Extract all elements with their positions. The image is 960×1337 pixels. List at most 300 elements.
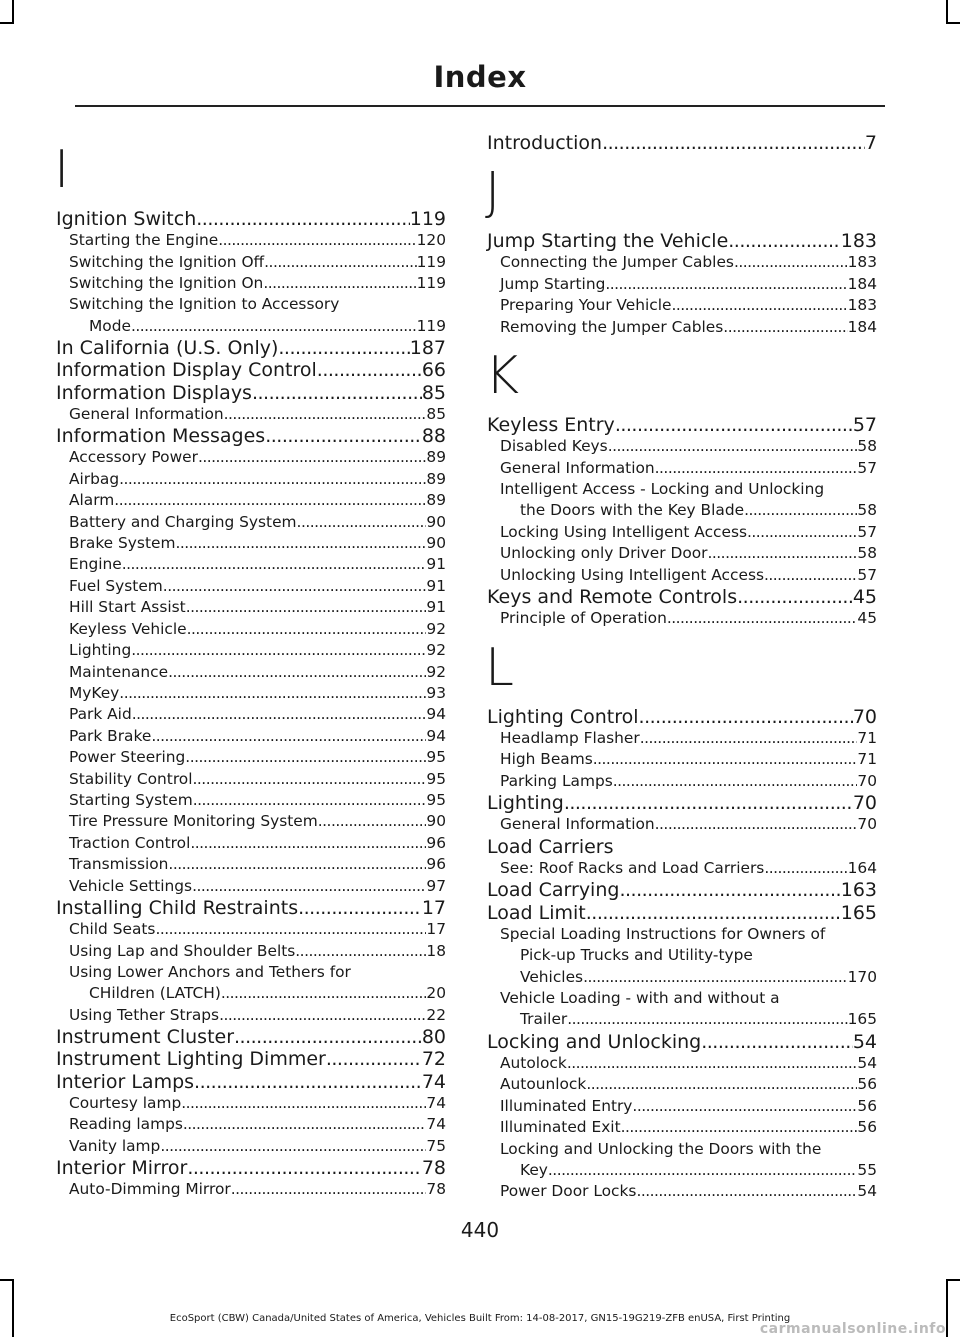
dot-leader [224, 404, 427, 425]
entry-continuation [500, 1009, 877, 1030]
entry-page: 20 [426, 984, 446, 1003]
entry-page: 95 [426, 790, 446, 809]
entry-label: Vehicle Loading - with and without a [500, 988, 780, 1007]
index-subentry [487, 728, 877, 749]
entry-label: Switching the Ignition Off [69, 252, 265, 271]
entry-label: Park Brake [69, 726, 152, 745]
dot-leader [265, 425, 422, 447]
entry-page: 58 [857, 544, 877, 563]
index-subentry [56, 833, 446, 854]
section-letter: J [485, 162, 501, 223]
entry-label: Keys and Remote Controls [487, 586, 738, 609]
dot-leader [639, 706, 853, 728]
entry-page: 54 [852, 1030, 877, 1053]
index-subentry [56, 273, 446, 294]
entry-page: 74 [426, 1093, 446, 1112]
index-entry [487, 230, 877, 252]
index-subentry [56, 962, 446, 1005]
entry-page: 71 [857, 750, 877, 769]
entry-page: 164 [847, 858, 877, 877]
entry-continuation [69, 316, 446, 337]
dot-leader [187, 1157, 421, 1179]
entry-page: 89 [426, 448, 446, 467]
entry-page: 184 [847, 274, 877, 293]
entry-label: Parking Lamps [500, 771, 613, 790]
entry-label: Load Carriers [487, 835, 614, 858]
crop-mark [946, 1279, 960, 1281]
entry-label: Load Limit [487, 901, 586, 924]
index-subentry [56, 790, 446, 811]
entry-label-continued: Key [520, 1161, 548, 1179]
index-entry [487, 414, 877, 436]
index-subentry [56, 404, 446, 425]
dot-leader [671, 295, 847, 316]
dot-leader [608, 436, 858, 457]
entry-label: Locking and Unlocking [487, 1030, 702, 1053]
entry-label: Vehicle Settings [69, 876, 193, 895]
entry-page: 17 [421, 896, 446, 919]
dot-leader [231, 1179, 427, 1200]
entry-page: 57 [857, 522, 877, 541]
entry-label: Autolock [500, 1053, 567, 1072]
index-subentry [487, 608, 877, 629]
index-subentry [56, 1093, 446, 1114]
dot-leader [198, 447, 426, 468]
dot-leader [252, 382, 422, 404]
index-subentry [56, 726, 446, 747]
entry-label: Instrument Lighting Dimmer [56, 1048, 326, 1071]
section-letter: I [54, 140, 70, 200]
crop-mark [0, 22, 14, 24]
index-subentry [56, 1114, 446, 1135]
dot-leader [655, 814, 858, 835]
index-subentry [487, 988, 877, 1031]
entry-label: Connecting the Jumper Cables [500, 253, 734, 272]
entry-label: Child Seats [69, 920, 156, 939]
entry-label: General Information [69, 404, 224, 423]
entry-page: 97 [426, 876, 446, 895]
entry-page: 95 [426, 748, 446, 767]
index-entry [56, 1026, 446, 1048]
dot-leader [185, 747, 426, 768]
dot-leader [567, 1009, 847, 1030]
entry-label: Special Loading Instructions for Owners of [500, 924, 826, 943]
crop-mark [12, 1281, 14, 1337]
entry-label: Removing the Jumper Cables [500, 317, 724, 336]
index-subentry [56, 1136, 446, 1157]
entry-continuation [500, 500, 877, 521]
entry-label: Using Lap and Shoulder Belts [69, 941, 296, 960]
dot-leader [734, 252, 848, 273]
entry-page: 18 [426, 941, 446, 960]
dot-leader [567, 1053, 858, 1074]
entry-page: 119 [409, 208, 446, 230]
entry-page: 96 [426, 855, 446, 874]
footer-text: EcoSport (CBW) Canada/United States of America, Vehicles Built From: 14-08-2017, GN15-19G219-ZFB enUSA, First Printing [169, 1313, 791, 1324]
entry-label: MyKey [69, 683, 120, 702]
dot-leader [747, 522, 857, 543]
entry-page: 88 [421, 425, 446, 448]
index-subentry [56, 252, 446, 273]
entry-label: Engine [69, 555, 122, 574]
index-subentry [56, 554, 446, 575]
dot-leader [764, 565, 857, 586]
entry-page: 93 [426, 683, 446, 702]
entry-label: Maintenance [69, 662, 169, 681]
entry-continuation [500, 1160, 877, 1181]
dot-leader [187, 619, 427, 640]
entry-page: 70 [852, 792, 877, 815]
entry-page: 78 [426, 1180, 446, 1199]
index-entry [56, 1071, 446, 1093]
entry-page: 54 [857, 1053, 877, 1072]
index-subentry [487, 771, 877, 792]
dot-leader [632, 1096, 857, 1117]
entry-label: Ignition Switch [56, 208, 197, 230]
index-subentry [487, 522, 877, 543]
dot-leader [723, 317, 847, 338]
crop-mark [946, 0, 948, 22]
index-subentry [56, 747, 446, 768]
dot-leader [636, 1181, 857, 1202]
index-subentry [487, 458, 877, 479]
entry-page: 57 [857, 458, 877, 477]
entry-page: 54 [857, 1182, 877, 1201]
entry-page: 184 [847, 317, 877, 336]
dot-leader [194, 1071, 422, 1093]
dot-leader [667, 608, 858, 629]
dot-leader [114, 490, 426, 511]
entry-page: 74 [421, 1070, 446, 1093]
index-subentry [56, 640, 446, 661]
dot-leader [119, 469, 426, 490]
entry-label: Autounlock [500, 1075, 587, 1094]
dot-leader [181, 1093, 426, 1114]
entry-page: 90 [426, 534, 446, 553]
entry-label: Using Tether Straps [69, 1005, 220, 1024]
crop-mark [946, 22, 960, 24]
dot-leader [737, 586, 853, 608]
entry-page: 90 [426, 512, 446, 531]
dot-leader [151, 726, 426, 747]
entry-page: 22 [426, 1005, 446, 1024]
index-subentry [487, 252, 877, 273]
index-subentry [487, 1117, 877, 1138]
dot-leader [619, 879, 840, 901]
entry-label: Unlocking only Driver Door [500, 544, 708, 563]
index-entry [56, 425, 446, 447]
entry-label: Unlocking Using Intelligent Access [500, 565, 764, 584]
entry-page: 92 [426, 619, 446, 638]
section-letter: K [485, 346, 520, 407]
index-subentry [487, 295, 877, 316]
entry-label: Hill Start Assist [69, 598, 186, 617]
entry-page: 163 [840, 879, 877, 902]
index-subentry [56, 512, 446, 533]
entry-page: 45 [857, 609, 877, 628]
entry-page: 183 [847, 253, 877, 272]
dot-leader [193, 769, 427, 790]
dot-leader [317, 359, 422, 381]
entry-label: Lighting [487, 792, 564, 815]
entry-page: 89 [426, 469, 446, 488]
entry-label: Switching the Ignition to Accessory [69, 295, 340, 314]
index-entry [56, 382, 446, 404]
dot-leader [298, 897, 422, 919]
index-subentry [56, 576, 446, 597]
index-subentry [56, 683, 446, 704]
index-subentry [487, 479, 877, 522]
entry-label-continued: the Doors with the Key Blade [520, 501, 745, 520]
index-subentry [56, 1005, 446, 1026]
index-subentry [487, 317, 877, 338]
dot-leader [192, 876, 426, 897]
entry-page: 91 [426, 576, 446, 595]
dot-leader [613, 771, 858, 792]
entry-label: Jump Starting the Vehicle [487, 230, 729, 253]
entry-label: Information Displays [56, 381, 252, 404]
entry-page: 85 [426, 404, 446, 423]
index-entry [487, 836, 877, 858]
index-subentry [56, 490, 446, 511]
watermark: carmanualsonline.info [759, 1321, 946, 1337]
entry-page: 91 [426, 598, 446, 617]
entry-label: Illuminated Exit [500, 1118, 621, 1137]
entry-page: 95 [426, 769, 446, 788]
entry-label: Locking Using Intelligent Access [500, 522, 747, 541]
dot-leader [297, 512, 427, 533]
entry-page: 45 [852, 586, 877, 609]
entry-label: Locking and Unlocking the Doors with the [500, 1139, 822, 1158]
entry-page: 187 [409, 337, 446, 360]
entry-label: Lighting Control [487, 705, 639, 728]
dot-leader [160, 1136, 426, 1157]
index-subentry [56, 854, 446, 875]
entry-label: In California (U.S. Only) [56, 337, 279, 360]
dot-leader [728, 230, 840, 252]
entry-label: Information Display Control [56, 359, 317, 382]
index-subentry [56, 1179, 446, 1200]
entry-page: 90 [426, 812, 446, 831]
entry-label: Fuel System [69, 576, 163, 595]
entry-page: 58 [857, 437, 877, 456]
entry-page: 58 [857, 501, 877, 520]
entry-page: 78 [421, 1157, 446, 1180]
index-subentry [56, 533, 446, 554]
index-subentry [56, 704, 446, 725]
dot-leader [621, 1117, 858, 1138]
index-entry [56, 359, 446, 381]
dot-leader [583, 967, 848, 988]
dot-leader [318, 811, 427, 832]
dot-leader [168, 854, 426, 875]
dot-leader [132, 704, 427, 725]
entry-page: 183 [840, 230, 877, 253]
dot-leader [119, 683, 426, 704]
index-subentry [487, 436, 877, 457]
index-subentry [56, 469, 446, 490]
entry-page: 94 [426, 705, 446, 724]
dot-leader [655, 458, 858, 479]
index-subentry [56, 230, 446, 251]
dot-leader [163, 576, 427, 597]
entry-page: 56 [857, 1096, 877, 1115]
entry-label: Preparing Your Vehicle [500, 296, 672, 315]
crop-mark [12, 0, 14, 22]
dot-leader [263, 273, 416, 294]
entry-page: 66 [421, 359, 446, 382]
entry-page: 89 [426, 491, 446, 510]
entry-label: Power Door Locks [500, 1182, 637, 1201]
index-subentry [56, 447, 446, 468]
dot-leader [586, 902, 841, 924]
dot-leader [264, 252, 416, 273]
index-entry [56, 337, 446, 359]
entry-label: General Information [500, 458, 655, 477]
entry-page: 74 [426, 1115, 446, 1134]
entry-label: Starting System [69, 790, 193, 809]
entry-page: 75 [426, 1136, 446, 1155]
entry-continuation [69, 983, 446, 1004]
dot-leader [640, 728, 858, 749]
dot-leader [193, 790, 427, 811]
index-entry [487, 706, 877, 728]
page-title: Index [433, 60, 527, 94]
dot-leader [586, 1074, 857, 1095]
entry-label: General Information [500, 815, 655, 834]
entry-label-continued: Pick-up Trucks and Utility-type [520, 946, 753, 965]
entry-label: Instrument Cluster [56, 1026, 235, 1049]
entry-page: 91 [426, 555, 446, 574]
entry-label: Transmission [69, 855, 169, 874]
index-subentry [56, 941, 446, 962]
entry-label: Park Aid [69, 705, 132, 724]
entry-label: Starting the Engine [69, 231, 219, 250]
entry-page: 72 [421, 1048, 446, 1071]
dot-leader [278, 337, 409, 359]
entry-label: Vanity lamp [69, 1136, 161, 1155]
index-subentry [487, 565, 877, 586]
dot-leader [593, 749, 858, 770]
entry-label: See: Roof Racks and Load Carriers [500, 858, 765, 877]
index-entry [487, 902, 877, 924]
entry-page: 56 [857, 1075, 877, 1094]
index-column-left [56, 132, 446, 1201]
index-subentry [56, 662, 446, 683]
entry-label: Reading lamps [69, 1115, 183, 1134]
index-entry [487, 1031, 877, 1053]
entry-label: Interior Lamps [56, 1070, 195, 1093]
entry-label: High Beams [500, 750, 593, 769]
index-subentry [487, 543, 877, 564]
title-divider [75, 105, 885, 107]
index-entry [56, 1157, 446, 1179]
dot-leader [186, 597, 427, 618]
entry-page: 17 [426, 920, 446, 939]
entry-label: Alarm [69, 491, 115, 510]
crop-mark [946, 1281, 948, 1337]
entry-label: Stability Control [69, 769, 193, 788]
entry-label: Accessory Power [69, 448, 198, 467]
index-column-right [487, 132, 877, 1203]
entry-page: 119 [416, 274, 446, 293]
entry-label: Jump Starting [500, 274, 606, 293]
dot-leader [221, 983, 427, 1004]
index-subentry [487, 1139, 877, 1182]
entry-label: Brake System [69, 534, 176, 553]
entry-page: 119 [416, 316, 446, 335]
dot-leader [234, 1026, 422, 1048]
entry-label: Tire Pressure Monitoring System [69, 812, 318, 831]
index-subentry [487, 1053, 877, 1074]
entry-page: 57 [857, 565, 877, 584]
index-subentry [56, 619, 446, 640]
entry-page: 85 [421, 381, 446, 404]
entry-page: 170 [847, 967, 877, 986]
entry-label: Power Steering [69, 748, 186, 767]
index-entry [56, 1048, 446, 1070]
index-subentry [487, 749, 877, 770]
entry-page: 94 [426, 726, 446, 745]
index-subentry [56, 769, 446, 790]
entry-page: 57 [852, 414, 877, 437]
entry-page: 70 [852, 705, 877, 728]
entry-label: Auto-Dimming Mirror [69, 1180, 231, 1199]
dot-leader [701, 1031, 853, 1053]
dot-leader [605, 274, 847, 295]
entry-label: Illuminated Entry [500, 1096, 633, 1115]
index-subentry [56, 919, 446, 940]
dot-leader [219, 1005, 426, 1026]
entry-label: Principle of Operation [500, 609, 667, 628]
entry-label: Load Carrying [487, 879, 620, 902]
entry-label: Traction Control [69, 833, 191, 852]
entry-label: Headlamp Flasher [500, 728, 640, 747]
entry-page: 92 [426, 662, 446, 681]
dot-leader [548, 1160, 858, 1181]
entry-label: Intelligent Access - Locking and Unlocking [500, 480, 825, 499]
dot-leader [122, 554, 427, 575]
index-subentry [56, 597, 446, 618]
entry-page: 120 [416, 231, 446, 250]
index-entry [56, 897, 446, 919]
index-subentry [487, 924, 877, 988]
dot-leader [131, 316, 417, 337]
entry-label: Using Lower Anchors and Tethers for [69, 963, 351, 981]
index-entry [487, 132, 877, 154]
entry-page: 80 [421, 1026, 446, 1049]
dot-leader [218, 230, 416, 251]
dot-leader [326, 1048, 422, 1070]
dot-leader [708, 543, 858, 564]
dot-leader [295, 941, 426, 962]
dot-leader [175, 533, 426, 554]
entry-label-continued: CHildren (LATCH) [89, 984, 221, 1003]
dot-leader [564, 792, 853, 814]
dot-leader [744, 500, 857, 521]
entry-page: 96 [426, 833, 446, 852]
entry-label: Courtesy lamp [69, 1093, 182, 1112]
entry-page: 183 [847, 296, 877, 315]
index-subentry [56, 811, 446, 832]
entry-page: 165 [840, 901, 877, 924]
index-subentry [487, 274, 877, 295]
index-entry [487, 792, 877, 814]
entry-label: Airbag [69, 469, 120, 488]
entry-label: Disabled Keys [500, 437, 608, 456]
entry-page: 165 [847, 1010, 877, 1029]
dot-leader [155, 919, 426, 940]
